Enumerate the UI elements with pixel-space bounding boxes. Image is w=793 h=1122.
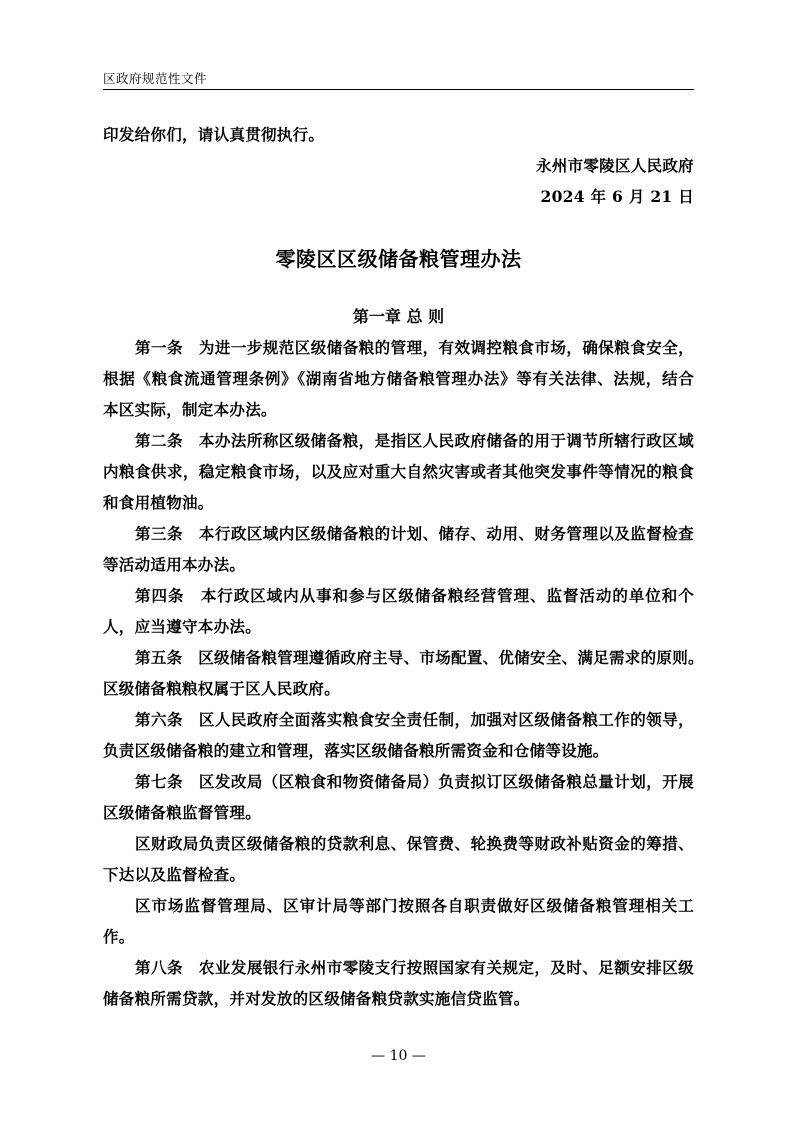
document-title: 零陵区区级储备粮管理办法 bbox=[275, 247, 522, 271]
chapter-heading: 第一章 总 则 bbox=[352, 307, 445, 326]
issuer-name: 永州市零陵区人民政府 bbox=[535, 156, 694, 175]
body-line: 第四条 本行政区域内从事和参与区级储备粮经营管理、监督活动的单位和个 bbox=[135, 586, 694, 605]
body-line: 第八条 农业发展银行永州市零陵支行按照国家有关规定，及时、足额安排区级 bbox=[135, 958, 694, 977]
body-line: 根据《粮食流通管理条例》《湖南省地方储备粮管理办法》等有关法律、法规，结合 bbox=[103, 369, 694, 388]
body-line: 区级储备粮粮权属于区人民政府。 bbox=[103, 679, 341, 698]
body-line: 第一条 为进一步规范区级储备粮的管理，有效调控粮食市场，确保粮食安全， bbox=[135, 338, 694, 357]
body-line: 等活动适用本办法。 bbox=[103, 555, 246, 574]
body-line: 作。 bbox=[103, 927, 135, 946]
body-line: 第二条 本办法所称区级储备粮，是指区人民政府储备的用于调节所辖行政区域 bbox=[135, 431, 694, 450]
body-line: 负责区级储备粮的建立和管理，落实区级储备粮所需资金和仓储等设施。 bbox=[103, 741, 609, 760]
running-header bbox=[103, 67, 694, 90]
page-number: — 10 — bbox=[371, 1048, 426, 1064]
preamble-line: 印发给你们，请认真贯彻执行。 bbox=[103, 125, 325, 144]
body-line: 第七条 区发改局（区粮食和物资储备局）负责拟订区级储备粮总量计划，开展 bbox=[135, 772, 694, 791]
body-line: 区级储备粮监督管理。 bbox=[103, 803, 262, 822]
body-line: 下达以及监督检查。 bbox=[103, 865, 246, 884]
body-line: 本区实际，制定本办法。 bbox=[103, 400, 277, 419]
body-line: 区市场监督管理局、区审计局等部门按照各自职责做好区级储备粮管理相关工 bbox=[135, 896, 694, 915]
body-line: 和食用植物油。 bbox=[103, 493, 214, 512]
header-text: 区政府规范性文件 bbox=[103, 71, 208, 86]
body-line: 区财政局负责区级储备粮的贷款利息、保管费、轮换费等财政补贴资金的筹措、 bbox=[135, 834, 694, 853]
body-line: 人，应当遵守本办法。 bbox=[103, 617, 262, 636]
body-line: 内粮食供求，稳定粮食市场，以及应对重大自然灾害或者其他突发事件等情况的粮食 bbox=[103, 462, 694, 481]
body-line: 第五条 区级储备粮管理遵循政府主导、市场配置、优储安全、满足需求的原则。 bbox=[135, 648, 704, 667]
body-line: 储备粮所需贷款，并对发放的区级储备粮贷款实施信贷监管。 bbox=[103, 989, 530, 1008]
body-line: 第三条 本行政区域内区级储备粮的计划、储存、动用、财务管理以及监督检查 bbox=[135, 524, 694, 543]
body-line: 第六条 区人民政府全面落实粮食安全责任制，加强对区级储备粮工作的领导， bbox=[135, 710, 694, 729]
issue-date: 2024 年 6 月 21 日 bbox=[540, 187, 694, 206]
